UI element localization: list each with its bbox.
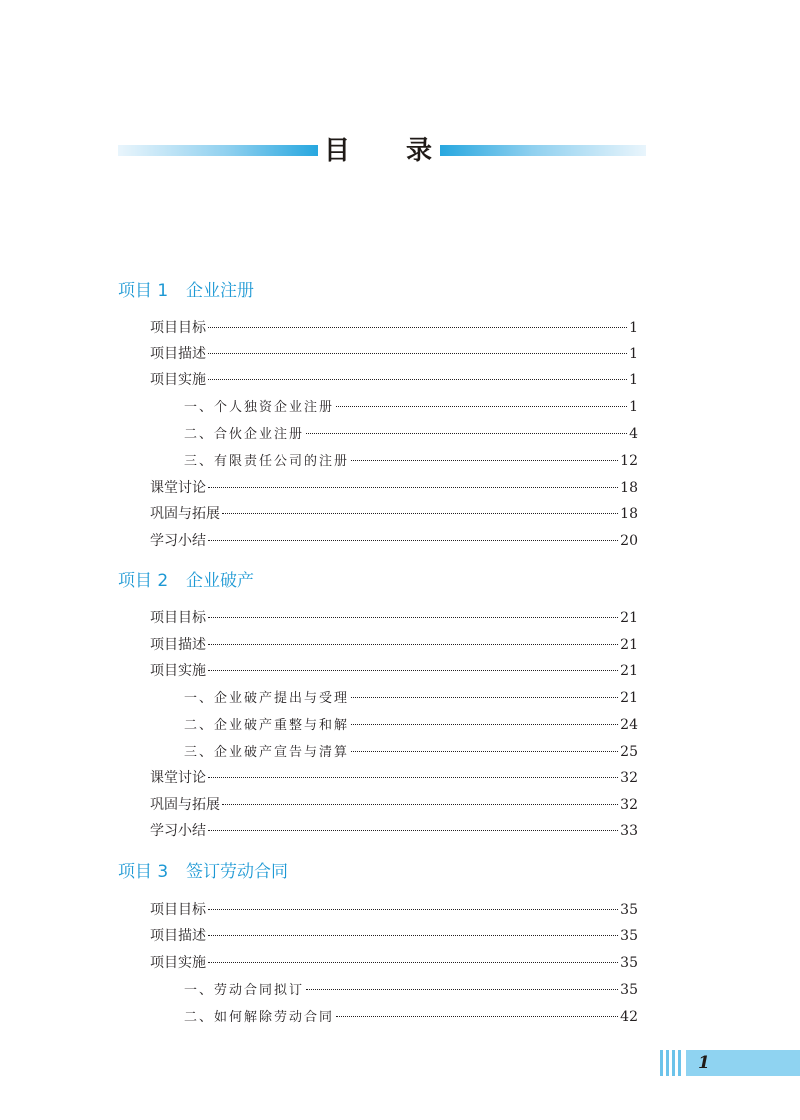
section-title: 企业破产 (186, 571, 254, 591)
toc-header (118, 136, 646, 166)
toc-entry[interactable] (150, 504, 638, 524)
toc-entry-label: 项目目标 (150, 902, 206, 918)
toc-entry-label: 课堂讨论 (150, 480, 206, 496)
toc-entry-label: 项目描述 (150, 637, 206, 653)
dot-leader (208, 777, 618, 778)
toc-entry[interactable] (150, 370, 638, 390)
toc-entry-page: 21 (620, 663, 638, 679)
toc-entry-label: 课堂讨论 (150, 770, 206, 786)
toc-entry-label: 项目目标 (150, 320, 206, 336)
toc-entry-label: 项目实施 (150, 663, 206, 679)
toc-entry-page: 1 (629, 372, 638, 388)
dot-leader (208, 379, 627, 380)
section-heading-1 (118, 280, 254, 302)
toc-entry-page: 18 (620, 480, 638, 496)
dot-leader (306, 989, 618, 990)
section-number: 项目 1 (118, 281, 169, 301)
dot-leader (208, 830, 618, 831)
toc-entry-label: 一、企业破产提出与受理 (184, 691, 350, 706)
footer-stripe (678, 1050, 681, 1076)
toc-entry-page: 25 (620, 744, 638, 760)
toc-title-char-2: 录 (406, 136, 433, 166)
toc-entry[interactable] (150, 608, 638, 628)
dot-leader (351, 697, 618, 698)
footer-stripes (660, 1050, 682, 1076)
toc-entry[interactable] (150, 953, 638, 973)
toc-entry[interactable] (150, 795, 638, 815)
toc-entry-label: 三、企业破产宣告与清算 (184, 745, 350, 760)
toc-entry-page: 20 (620, 533, 638, 549)
dot-leader (208, 670, 618, 671)
footer-stripe (666, 1050, 669, 1076)
toc-entry-label: 项目描述 (150, 346, 206, 362)
toc-subentry[interactable] (184, 715, 638, 736)
dot-leader (351, 751, 618, 752)
toc-subentry[interactable] (184, 451, 638, 472)
toc-entry[interactable] (150, 318, 638, 338)
dot-leader (208, 909, 618, 910)
toc-entry-label: 三、有限责任公司的注册 (184, 454, 350, 469)
dot-leader (208, 617, 618, 618)
dot-leader (222, 804, 618, 805)
toc-entry[interactable] (150, 821, 638, 841)
toc-entry-page: 33 (620, 823, 638, 839)
toc-entry-page: 4 (629, 426, 638, 442)
dot-leader (336, 406, 627, 407)
toc-entry-page: 12 (620, 453, 638, 469)
footer-stripe (660, 1050, 663, 1076)
toc-entry-label: 一、劳动合同拟订 (184, 983, 305, 998)
toc-entry-label: 巩固与拓展 (150, 797, 220, 813)
header-bar-left (118, 145, 318, 156)
toc-entry[interactable] (150, 900, 638, 920)
toc-entry[interactable] (150, 531, 638, 551)
dot-leader (336, 1016, 618, 1017)
toc-entry-page: 32 (620, 770, 638, 786)
toc-entry-page: 35 (620, 902, 638, 918)
section-title: 企业注册 (186, 281, 254, 301)
dot-leader (208, 353, 627, 354)
dot-leader (306, 433, 627, 434)
dot-leader (208, 540, 618, 541)
toc-entry-page: 1 (629, 346, 638, 362)
toc-entry-label: 项目描述 (150, 928, 206, 944)
toc-entry[interactable] (150, 926, 638, 946)
toc-entry-label: 二、企业破产重整与和解 (184, 718, 350, 733)
toc-entry-label: 二、如何解除劳动合同 (184, 1010, 335, 1025)
toc-entry-page: 1 (629, 399, 638, 415)
dot-leader (208, 327, 627, 328)
toc-entry-page: 35 (620, 928, 638, 944)
section-title: 签订劳动合同 (186, 862, 288, 882)
footer-stripe (672, 1050, 675, 1076)
toc-entry-page: 35 (620, 955, 638, 971)
toc-subentry[interactable] (184, 688, 638, 709)
dot-leader (208, 644, 618, 645)
toc-entry-page: 21 (620, 637, 638, 653)
section-heading-3 (118, 861, 288, 883)
dot-leader (208, 935, 618, 936)
section-heading-2 (118, 570, 254, 592)
toc-subentry[interactable] (184, 1007, 638, 1028)
toc-entry[interactable] (150, 768, 638, 788)
toc-entry-label: 学习小结 (150, 533, 206, 549)
page-number: 1 (698, 1053, 710, 1073)
dot-leader (351, 724, 618, 725)
toc-subentry[interactable] (184, 742, 638, 763)
toc-subentry[interactable] (184, 980, 638, 1001)
toc-entry-page: 18 (620, 506, 638, 522)
toc-entry[interactable] (150, 635, 638, 655)
header-bar-right (440, 145, 646, 156)
toc-entry-page: 35 (620, 982, 638, 998)
toc-entry[interactable] (150, 661, 638, 681)
toc-entry-label: 项目实施 (150, 955, 206, 971)
toc-entry-page: 42 (620, 1009, 638, 1025)
dot-leader (208, 487, 618, 488)
toc-entry-label: 巩固与拓展 (150, 506, 220, 522)
toc-entry-label: 项目实施 (150, 372, 206, 388)
toc-entry-page: 21 (620, 690, 638, 706)
toc-entry-page: 24 (620, 717, 638, 733)
toc-entry-label: 二、合伙企业注册 (184, 427, 305, 442)
toc-subentry[interactable] (184, 397, 638, 418)
toc-entry-label: 学习小结 (150, 823, 206, 839)
dot-leader (222, 513, 618, 514)
toc-title-char-1: 目 (324, 136, 351, 166)
toc-entry[interactable] (150, 478, 638, 498)
toc-entry-page: 21 (620, 610, 638, 626)
toc-entry[interactable] (150, 344, 638, 364)
toc-entry-label: 项目目标 (150, 610, 206, 626)
toc-entry-page: 32 (620, 797, 638, 813)
section-number: 项目 2 (118, 571, 169, 591)
section-number: 项目 3 (118, 862, 169, 882)
toc-entry-label: 一、个人独资企业注册 (184, 400, 335, 415)
toc-subentry[interactable] (184, 424, 638, 445)
dot-leader (208, 962, 618, 963)
toc-entry-page: 1 (629, 320, 638, 336)
dot-leader (351, 460, 618, 461)
